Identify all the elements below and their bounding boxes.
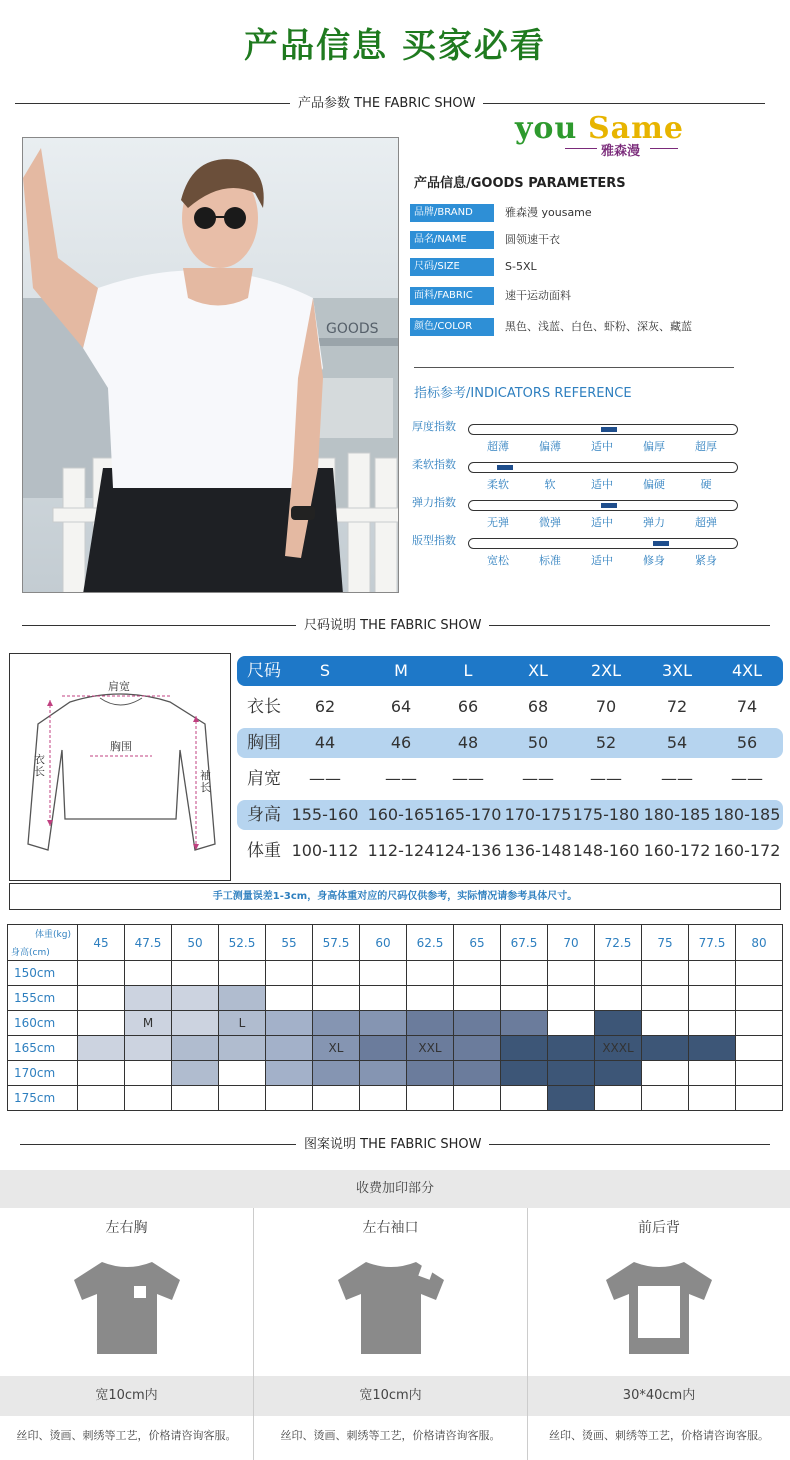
- size-row: [237, 800, 783, 830]
- size-cell: 52: [595, 733, 617, 752]
- size-cell: 124-136: [434, 841, 502, 860]
- goods-row-label: 颜色/COLOR: [410, 318, 494, 336]
- goods-row-label: 品名/NAME: [410, 231, 494, 249]
- goods-row-label: 品牌/BRAND: [410, 204, 494, 222]
- grid-weight-header: 80: [736, 925, 783, 961]
- grid-cell: [454, 1061, 501, 1086]
- size-cell: 74: [736, 697, 758, 716]
- grid-height-header: 160cm: [8, 1011, 78, 1036]
- model-illustration: [23, 138, 399, 593]
- grid-cell: [407, 1011, 454, 1036]
- tshirt-icon: [336, 1258, 446, 1358]
- size-cell: 160-172: [713, 841, 781, 860]
- indicator-option: 紧身: [695, 554, 717, 567]
- goods-row: [410, 204, 770, 222]
- grid-cell: [172, 1011, 219, 1036]
- print-option-size: 30*40cm内: [528, 1376, 790, 1416]
- indicator-option: 偏薄: [539, 440, 561, 453]
- grid-height-header: 150cm: [8, 961, 78, 986]
- grid-cell: [642, 1011, 689, 1036]
- goods-row-value: 速干运动面料: [505, 289, 571, 302]
- brand-logo-same: Same: [588, 111, 684, 146]
- print-option-size: 宽10cm内: [0, 1376, 253, 1416]
- indicator-option: 偏硬: [643, 478, 665, 491]
- goods-row-value: S-5XL: [505, 260, 537, 273]
- section-title-params: 产品参数 THE FABRIC SHOW: [290, 92, 483, 111]
- grid-cell: [360, 1036, 407, 1061]
- grid-corner-height: 身高(cm): [11, 948, 50, 958]
- grid-cell: [219, 961, 266, 986]
- print-option-column: [254, 1208, 528, 1460]
- grid-cell: [689, 961, 736, 986]
- grid-cell: [736, 1061, 783, 1086]
- grid-size-label: XL: [313, 1036, 360, 1061]
- grid-cell: [313, 1011, 360, 1036]
- print-section-title: 收费加印部分: [0, 1170, 790, 1208]
- indicator-list: [412, 420, 752, 580]
- grid-weight-header: 77.5: [689, 925, 736, 961]
- grid-cell: [407, 961, 454, 986]
- size-cell: 112-124: [367, 841, 435, 860]
- measurement-diagram: [9, 653, 231, 881]
- size-row-label: 胸围: [247, 733, 281, 753]
- grid-weight-header: 72.5: [595, 925, 642, 961]
- size-cell: 44: [314, 733, 336, 752]
- indicator-level-marker: [601, 503, 617, 508]
- grid-cell: [501, 1011, 548, 1036]
- grid-weight-header: 52.5: [219, 925, 266, 961]
- grid-cell: [595, 1061, 642, 1086]
- grid-cell: [125, 1061, 172, 1086]
- size-cell: ——: [385, 769, 417, 788]
- background-sign: GOODS: [326, 321, 379, 337]
- grid-weight-header: 60: [360, 925, 407, 961]
- size-cell: 148-160: [572, 841, 640, 860]
- grid-height-header: 175cm: [8, 1086, 78, 1111]
- indicator-bar: [468, 538, 738, 549]
- grid-weight-header: 62.5: [407, 925, 454, 961]
- goods-row: [410, 231, 770, 249]
- grid-weight-header: 45: [78, 925, 125, 961]
- indicator-option: 软: [544, 478, 556, 491]
- indicator-label: 版型指数: [412, 534, 456, 547]
- grid-size-label: L: [219, 1011, 266, 1036]
- indicator-bar: [468, 462, 738, 473]
- print-option-size: 宽10cm内: [254, 1376, 527, 1416]
- indicator-bar: [468, 500, 738, 511]
- grid-cell: [548, 1036, 595, 1061]
- grid-cell: [360, 1061, 407, 1086]
- size-cell: 180-185: [713, 805, 781, 824]
- size-row: [237, 728, 783, 758]
- grid-cell: [78, 1036, 125, 1061]
- grid-cell: [125, 961, 172, 986]
- grid-cell: [689, 1061, 736, 1086]
- grid-cell: [548, 1061, 595, 1086]
- grid-cell: [689, 1086, 736, 1111]
- size-cell: 64: [390, 697, 412, 716]
- size-row-label: 身高: [247, 805, 281, 825]
- size-cell: ——: [590, 769, 622, 788]
- grid-cell: [313, 986, 360, 1011]
- grid-size-label: XXL: [407, 1036, 454, 1061]
- grid-cell: [78, 1061, 125, 1086]
- grid-cell: [360, 1011, 407, 1036]
- section-divider-patterns: [20, 1133, 770, 1155]
- size-cell: 155-160: [291, 805, 359, 824]
- grid-cell: [689, 1011, 736, 1036]
- diagram-sleeve-label: 袖长: [200, 769, 211, 794]
- size-cell: 160-165: [367, 805, 435, 824]
- grid-cell: [548, 1086, 595, 1111]
- size-header-row: [237, 656, 783, 686]
- grid-cell: [313, 1061, 360, 1086]
- size-cell: L: [463, 661, 473, 680]
- grid-cell: [172, 961, 219, 986]
- grid-cell: [172, 1061, 219, 1086]
- size-cell: 165-170: [434, 805, 502, 824]
- tshirt-icon: [72, 1258, 182, 1358]
- size-cell: 2XL: [590, 661, 622, 680]
- size-table: [237, 656, 783, 878]
- grid-height-header: 170cm: [8, 1061, 78, 1086]
- goods-parameter-list: [410, 204, 770, 344]
- size-cell: ——: [661, 769, 693, 788]
- grid-cell: [266, 986, 313, 1011]
- indicators-title: 指标参考/INDICATORS REFERENCE: [414, 386, 632, 401]
- diagram-length-label: 衣长: [34, 753, 45, 778]
- grid-cell: [642, 1036, 689, 1061]
- goods-row-value: 黑色、浅蓝、白色、虾粉、深灰、藏蓝: [505, 320, 692, 333]
- grid-cell: [407, 1061, 454, 1086]
- grid-cell: [172, 1086, 219, 1111]
- grid-cell: [125, 1086, 172, 1111]
- print-option-name: 左右袖口: [362, 1220, 419, 1236]
- indicator-option: 无弹: [487, 516, 509, 529]
- grid-cell: [172, 1036, 219, 1061]
- section-divider-sizes: [22, 614, 770, 636]
- size-cell: 54: [666, 733, 688, 752]
- print-option-note: 丝印、烫画、刺绣等工艺，价格请咨询客服。: [549, 1429, 769, 1442]
- grid-cell: [454, 1036, 501, 1061]
- print-option-note: 丝印、烫画、刺绣等工艺，价格请咨询客服。: [280, 1429, 501, 1442]
- indicator-option: 微弹: [539, 516, 561, 529]
- indicator-option: 适中: [591, 478, 613, 491]
- grid-cell: [172, 986, 219, 1011]
- size-cell: S: [319, 661, 331, 680]
- grid-weight-header: 67.5: [501, 925, 548, 961]
- grid-height-header: 165cm: [8, 1036, 78, 1061]
- tshirt-icon: [604, 1258, 714, 1358]
- grid-cell: [219, 1036, 266, 1061]
- grid-cell: [642, 1086, 689, 1111]
- grid-cell: [454, 986, 501, 1011]
- indicator-option: 超薄: [487, 440, 509, 453]
- size-cell: 70: [595, 697, 617, 716]
- indicator-option: 适中: [591, 440, 613, 453]
- goods-row: [410, 258, 770, 276]
- brand-logo: [515, 111, 695, 165]
- indicator-bar: [468, 424, 738, 435]
- grid-cell: [407, 1086, 454, 1111]
- size-note: 手工测量误差1-3cm，身高体重对应的尺码仅供参考，实际情况请参考具体尺寸。: [9, 883, 781, 910]
- grid-cell: [736, 986, 783, 1011]
- grid-cell: [548, 1011, 595, 1036]
- height-weight-grid: [7, 924, 783, 1111]
- grid-cell: [125, 986, 172, 1011]
- indicator-option: 柔软: [487, 478, 509, 491]
- grid-cell: [454, 961, 501, 986]
- size-cell: M: [394, 661, 408, 680]
- indicator-option: 偏厚: [643, 440, 665, 453]
- size-row-label: 尺码: [247, 661, 281, 681]
- size-cell: 136-148: [504, 841, 572, 860]
- section-title-sizes: 尺码说明 THE FABRIC SHOW: [296, 614, 489, 633]
- grid-cell: [454, 1086, 501, 1111]
- indicator-label: 柔软指数: [412, 458, 456, 471]
- size-cell: 48: [457, 733, 479, 752]
- brand-logo-cn: 雅森漫: [601, 144, 641, 159]
- grid-cell: [125, 1036, 172, 1061]
- grid-cell: [78, 986, 125, 1011]
- indicator-label: 厚度指数: [412, 420, 456, 433]
- grid-cell: [360, 1086, 407, 1111]
- grid-weight-header: 50: [172, 925, 219, 961]
- size-cell: 66: [457, 697, 479, 716]
- goods-title: 产品信息/GOODS PARAMETERS: [414, 176, 626, 191]
- grid-cell: [736, 961, 783, 986]
- size-cell: 68: [527, 697, 549, 716]
- indicator-option: 修身: [643, 554, 665, 567]
- size-cell: 46: [390, 733, 412, 752]
- diagram-chest-label: 胸围: [110, 740, 132, 753]
- size-row: [237, 764, 783, 794]
- goods-row-value: 雅森漫 yousame: [505, 206, 592, 219]
- grid-cell: [78, 1086, 125, 1111]
- print-option-column: [528, 1208, 790, 1460]
- grid-cell: [548, 986, 595, 1011]
- grid-cell: [219, 986, 266, 1011]
- size-row: [237, 692, 783, 722]
- indicator-level-marker: [497, 465, 513, 470]
- product-photo: [22, 137, 399, 593]
- grid-cell: [595, 1086, 642, 1111]
- grid-cell: [501, 961, 548, 986]
- indicator-label: 弹力指数: [412, 496, 456, 509]
- size-cell: ——: [522, 769, 554, 788]
- indicator-option: 适中: [591, 554, 613, 567]
- grid-size-label: M: [125, 1011, 172, 1036]
- grid-cell: [78, 961, 125, 986]
- goods-row: [410, 287, 770, 305]
- goods-row: [410, 318, 770, 336]
- indicator-option: 宽松: [487, 554, 509, 567]
- size-cell: 100-112: [291, 841, 359, 860]
- grid-cell: [219, 1086, 266, 1111]
- grid-cell: [313, 1086, 360, 1111]
- size-cell: XL: [528, 661, 548, 680]
- grid-weight-header: 75: [642, 925, 689, 961]
- indicator-option: 弹力: [643, 516, 665, 529]
- grid-cell: [266, 1061, 313, 1086]
- diagram-shoulder-label: 肩宽: [108, 680, 130, 693]
- grid-cell: [501, 1061, 548, 1086]
- size-cell: 62: [314, 697, 336, 716]
- grid-cell: [689, 1036, 736, 1061]
- grid-cell: [736, 1086, 783, 1111]
- print-option-name: 左右胸: [105, 1220, 148, 1236]
- grid-cell: [407, 986, 454, 1011]
- grid-cell: [642, 986, 689, 1011]
- grid-weight-header: 65: [454, 925, 501, 961]
- grid-cell: [501, 1036, 548, 1061]
- grid-cell: [548, 961, 595, 986]
- grid-size-label: XXXL: [595, 1036, 642, 1061]
- grid-cell: [642, 961, 689, 986]
- goods-row-label: 尺码/SIZE: [410, 258, 494, 276]
- grid-weight-header: 70: [548, 925, 595, 961]
- grid-cell: [454, 1011, 501, 1036]
- grid-cell: [219, 1061, 266, 1086]
- size-cell: 50: [527, 733, 549, 752]
- grid-cell: [736, 1036, 783, 1061]
- grid-cell: [736, 1011, 783, 1036]
- size-cell: ——: [731, 769, 763, 788]
- indicator-option: 适中: [591, 516, 613, 529]
- brand-logo-you: you: [515, 111, 578, 146]
- indicator-level-marker: [601, 427, 617, 432]
- size-cell: 175-180: [572, 805, 640, 824]
- size-cell: 3XL: [661, 661, 693, 680]
- size-row-label: 肩宽: [247, 769, 281, 789]
- grid-cell: [313, 961, 360, 986]
- grid-cell: [266, 961, 313, 986]
- grid-cell: [360, 986, 407, 1011]
- indicator-level-marker: [653, 541, 669, 546]
- grid-cell: [595, 986, 642, 1011]
- grid-cell: [689, 986, 736, 1011]
- indicator-option: 硬: [700, 478, 712, 491]
- size-cell: 72: [666, 697, 688, 716]
- print-option-name: 前后背: [638, 1220, 680, 1236]
- print-option-note: 丝印、烫画、刺绣等工艺，价格请咨询客服。: [16, 1429, 237, 1442]
- size-cell: 180-185: [643, 805, 711, 824]
- size-cell: ——: [309, 769, 341, 788]
- size-cell: ——: [452, 769, 484, 788]
- grid-weight-header: 47.5: [125, 925, 172, 961]
- grid-cell: [360, 961, 407, 986]
- grid-cell: [501, 986, 548, 1011]
- grid-weight-header: 57.5: [313, 925, 360, 961]
- grid-height-header: 155cm: [8, 986, 78, 1011]
- size-cell: 170-175: [504, 805, 572, 824]
- size-row-label: 衣长: [247, 697, 281, 717]
- grid-weight-header: 55: [266, 925, 313, 961]
- grid-cell: [78, 1011, 125, 1036]
- print-options: [0, 1208, 790, 1460]
- grid-cell: [501, 1086, 548, 1111]
- grid-cell: [266, 1011, 313, 1036]
- size-cell: 56: [736, 733, 758, 752]
- page-title: 产品信息 买家必看: [244, 26, 546, 66]
- grid-corner-weight: 体重(kg): [35, 930, 71, 940]
- grid-cell: [266, 1086, 313, 1111]
- indicator-option: 超厚: [695, 440, 717, 453]
- grid-cell: [595, 1011, 642, 1036]
- size-cell: 160-172: [643, 841, 711, 860]
- grid-cell: [595, 961, 642, 986]
- indicator-option: 超弹: [695, 516, 717, 529]
- indicator-option: 标准: [539, 554, 561, 567]
- grid-cell: [266, 1036, 313, 1061]
- goods-row-value: 圆领速干衣: [505, 233, 560, 246]
- grid-corner: [8, 925, 78, 961]
- size-row-label: 体重: [247, 841, 281, 861]
- section-title-patterns: 图案说明 THE FABRIC SHOW: [296, 1133, 489, 1152]
- size-cell: 4XL: [731, 661, 763, 680]
- grid-cell: [642, 1061, 689, 1086]
- size-row: [237, 836, 783, 866]
- print-option-column: [0, 1208, 254, 1460]
- goods-row-label: 面料/FABRIC: [410, 287, 494, 305]
